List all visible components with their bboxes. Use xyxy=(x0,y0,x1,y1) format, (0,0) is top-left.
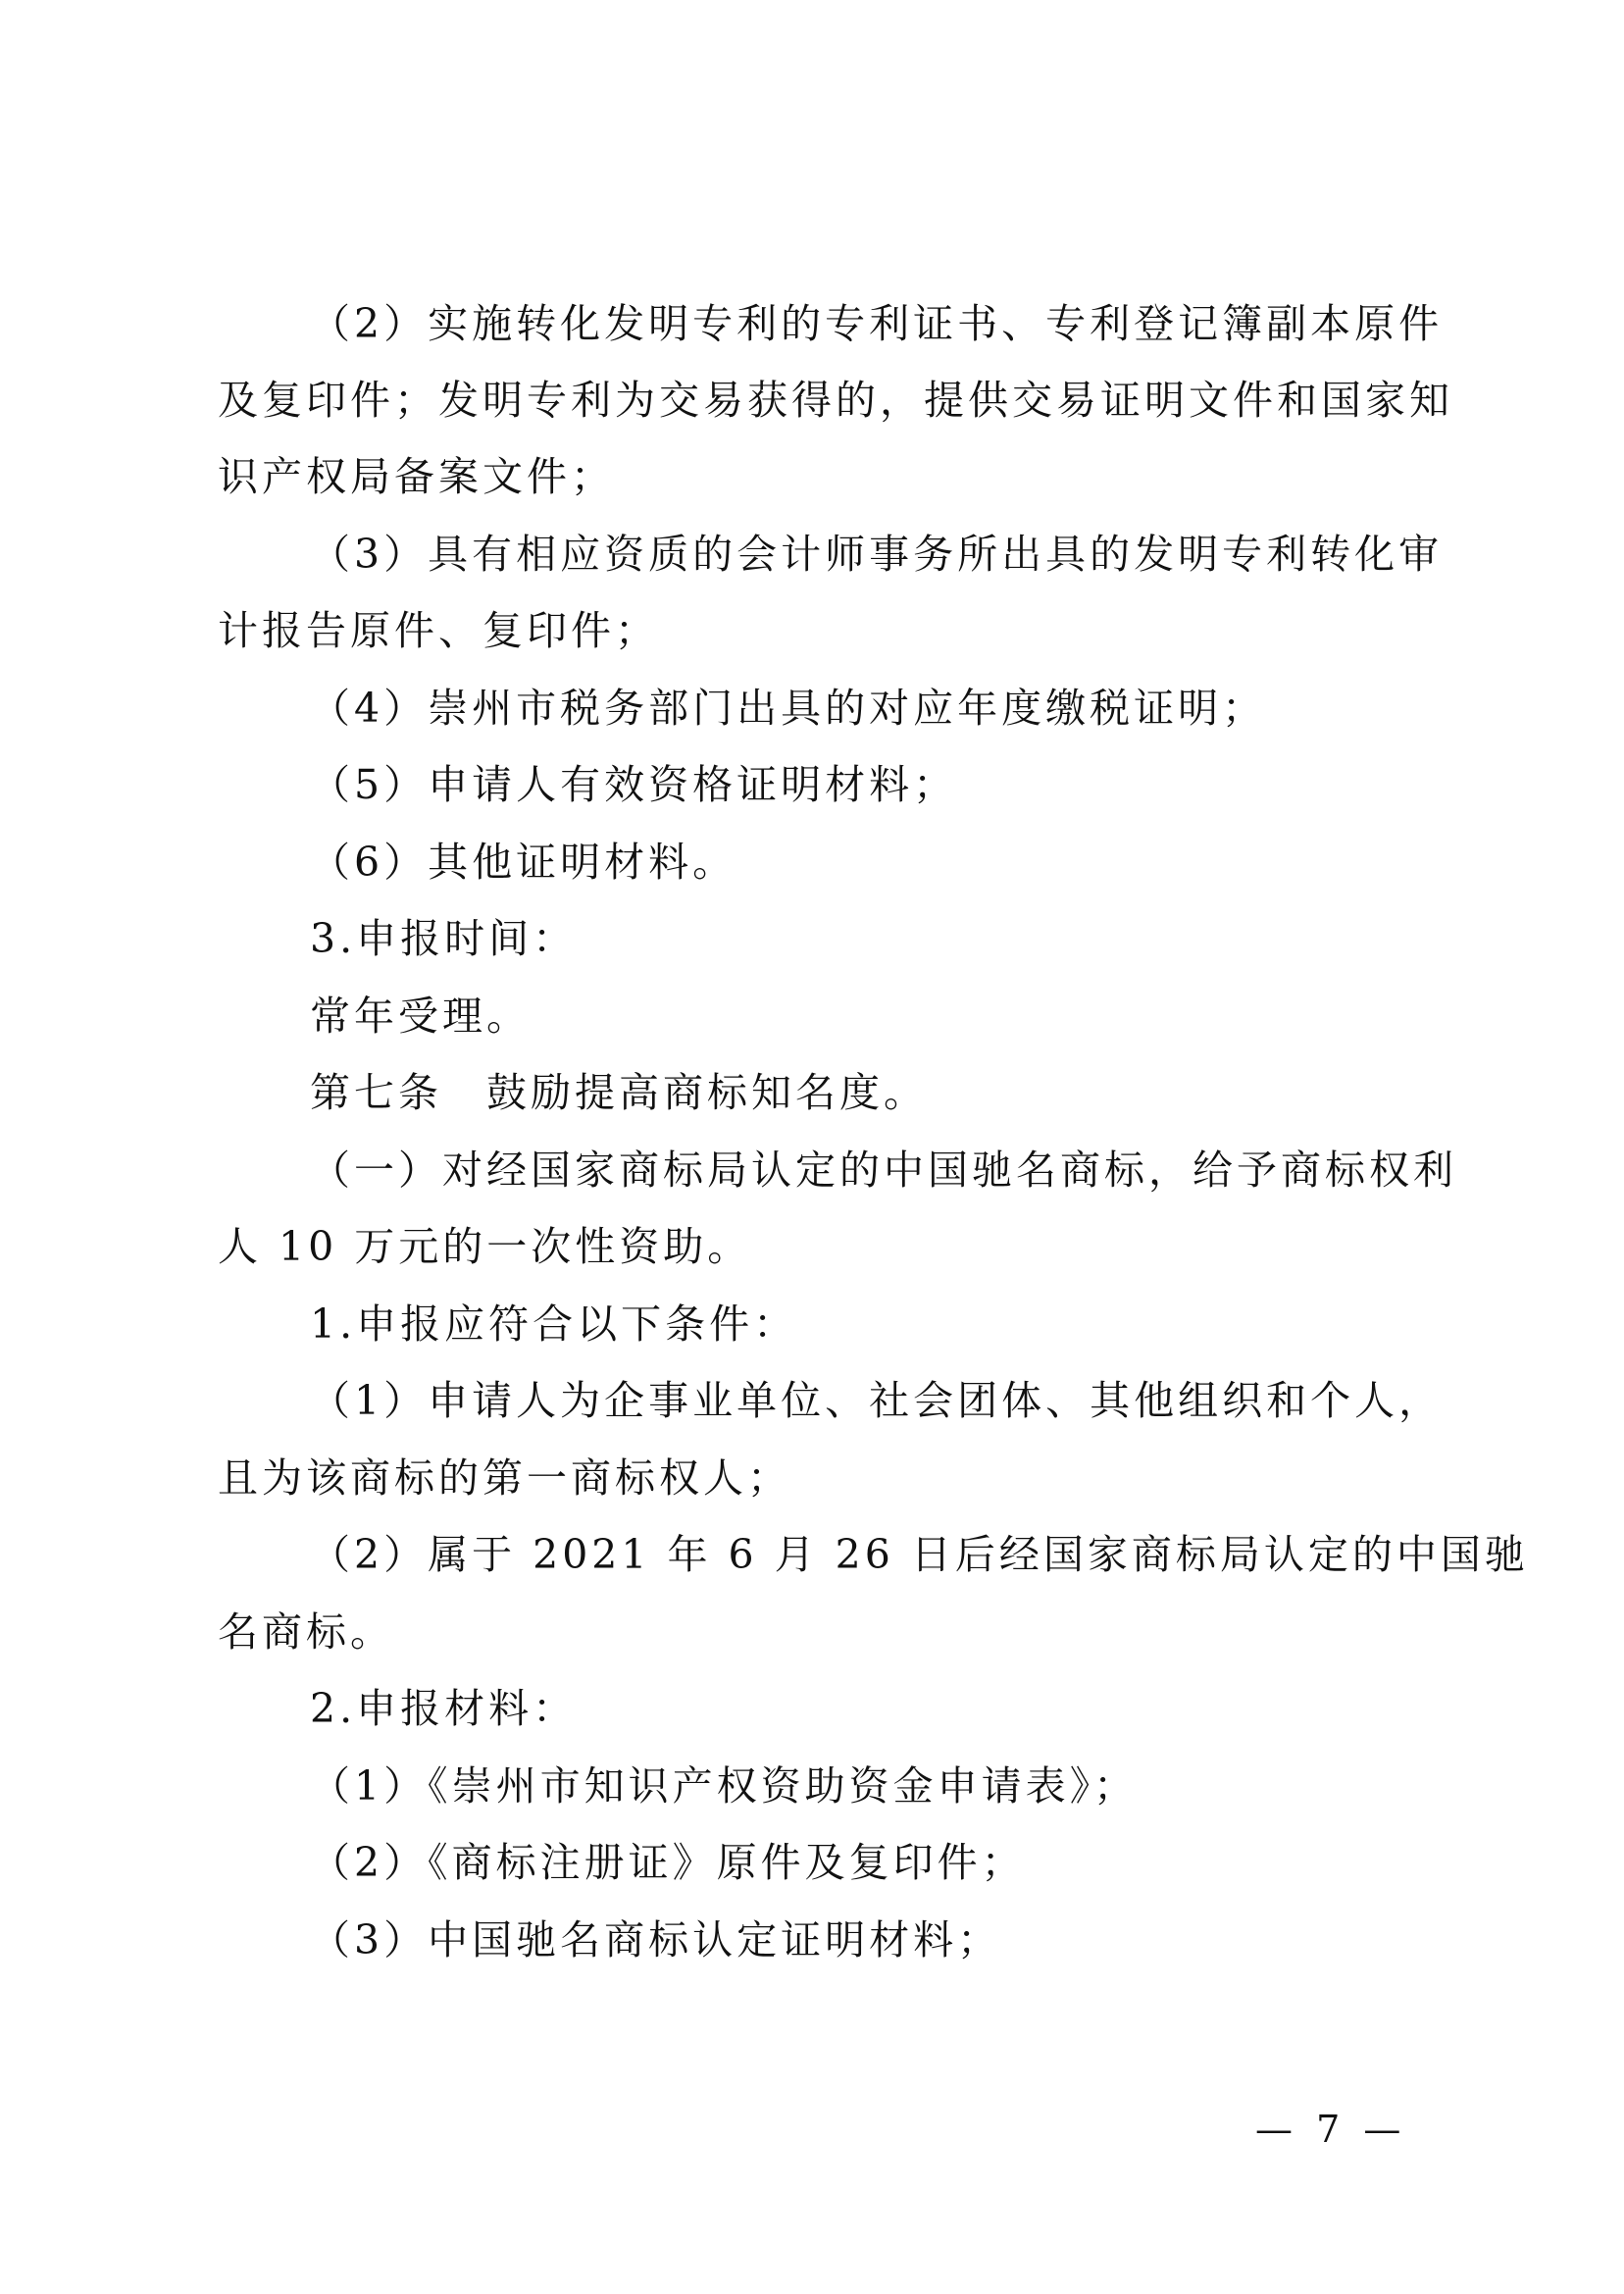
text-line-9: 3.申报时间： xyxy=(310,915,578,962)
text-line-3: 识产权局备案文件； xyxy=(218,453,615,500)
text-line-20: （1）《崇州市知识产权资助资金申请表》； xyxy=(310,1762,1139,1810)
text-line-6: （4）崇州市税务部门出具的对应年度缴税证明； xyxy=(310,685,1267,732)
text-line-17: （2）属于 2021 年 6 月 26 日后经国家商标局认定的中国驰 xyxy=(310,1531,1529,1578)
text-line-4: （3）具有相应资质的会计师事务所出具的发明专利转化审 xyxy=(310,531,1444,578)
text-line-10: 常年受理。 xyxy=(310,993,531,1040)
text-line-2: 及复印件；发明专利为交易获得的，提供交易证明文件和国家知 xyxy=(218,377,1453,424)
text-line-21: （2）《商标注册证》原件及复印件； xyxy=(310,1839,1026,1886)
text-line-15: （1）申请人为企事业单位、社会团体、其他组织和个人， xyxy=(310,1377,1444,1424)
text-line-7: （5）申请人有效资格证明材料； xyxy=(310,761,958,808)
page-number: — 7 — xyxy=(1255,2108,1407,2151)
text-line-16: 且为该商标的第一商标权人； xyxy=(218,1454,791,1502)
text-line-14: 1.申报应符合以下条件： xyxy=(310,1300,798,1348)
text-line-22: （3）中国驰名商标认定证明材料； xyxy=(310,1916,1002,1963)
text-line-1: （2）实施转化发明专利的专利证书、专利登记簿副本原件 xyxy=(310,300,1444,347)
text-line-8: （6）其他证明材料。 xyxy=(310,839,737,886)
text-line-5: 计报告原件、复印件； xyxy=(218,607,659,654)
text-line-18: 名商标。 xyxy=(218,1608,394,1656)
text-line-13: 人 10 万元的一次性资助。 xyxy=(218,1223,752,1270)
text-line-11: 第七条 鼓励提高商标知名度。 xyxy=(310,1069,928,1116)
text-line-19: 2.申报材料： xyxy=(310,1685,578,1732)
text-line-12: （一）对经国家商标局认定的中国驰名商标，给予商标权利 xyxy=(310,1147,1457,1194)
